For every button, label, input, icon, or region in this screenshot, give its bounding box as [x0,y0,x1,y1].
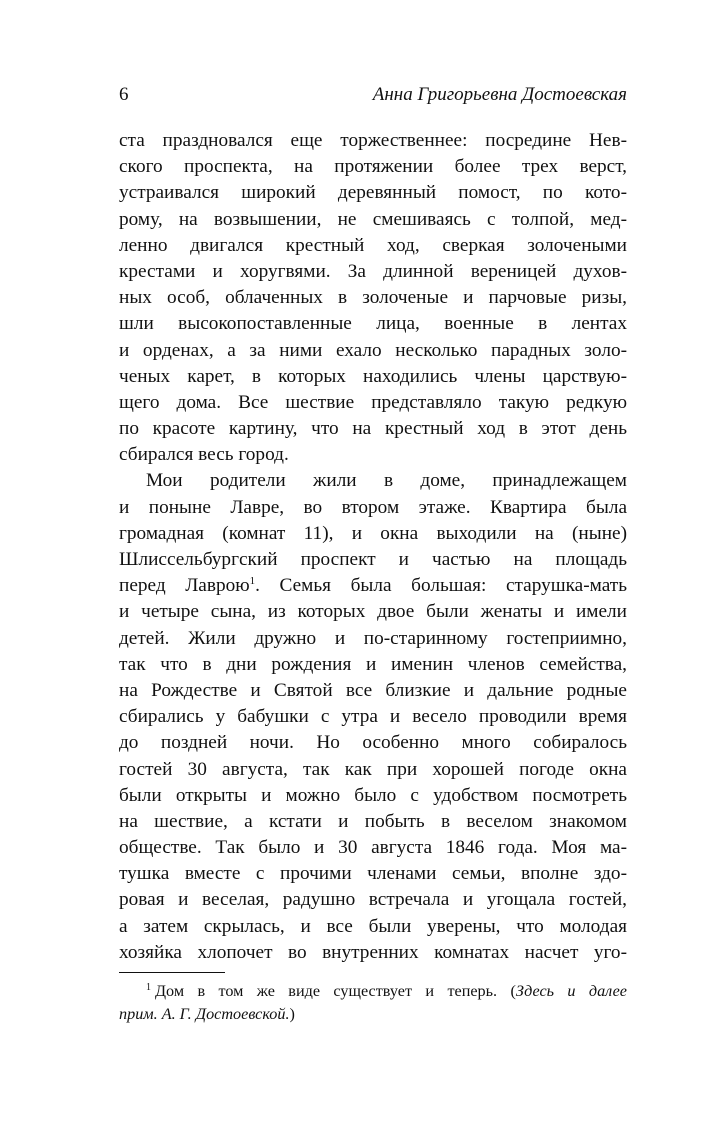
book-page [119,84,627,1023]
text-line-31: а затем скрылась, и все были уверены, что молодая [119,915,627,937]
text-line-17: Шлиссельбургский проспект и частью на площадь [119,549,627,570]
text-line-22: на Рождестве и Святой все близкие и дальние родные [119,679,627,701]
text-line-32: хозяйка хлопочет во внутренних комнатах насчет уго- [119,941,627,963]
text-line-26: были открыты и можно было с удобством посмотреть [119,784,627,806]
text-line-18 [119,573,627,599]
text-line-29: тушка вместе с прочими членами семьи, вполне здо- [119,863,627,885]
footnote-line-2 [119,1003,627,1026]
text-line-1: ста праздновался еще торжественнее: посредине Нев- [119,130,627,151]
text-line-20: детей. Жили дружно и по-старинному гостеприимно, [119,627,627,649]
text-line-28: обществе. Так было и 30 августа 1846 года. Моя ма- [119,837,627,859]
footnote-marker: 1 [146,982,151,993]
text-line-19: и четыре сына, из которых двое были женаты и имели [119,601,627,623]
footnote-italic-1: Здесь и далее [515,982,627,1000]
footnote-closing: ) [289,1004,295,1023]
footnote [119,980,627,1025]
text-line-18-start: перед Лаврою [119,575,250,597]
text-line-8: шли высокопоставленные лица, военные в лентах [119,313,627,335]
text-line-21: так что в дни рождения и именин членов семейства, [119,653,627,675]
footnote-line-1 [119,980,627,1003]
text-line-25: гостей 30 августа, так как при хорошей погоде окна [119,758,627,780]
page-number: 6 [119,84,129,105]
text-line-4: рому, на возвышении, не смешиваясь с толпой, мед- [119,208,627,230]
text-line-6: крестами и хоругвями. За длинной вереницей духов- [119,260,627,282]
text-line-18-end: . Семья была большая: старушка-мать [255,575,627,597]
text-line-27: на шествие, а кстати и побыть в веселом знакомом [119,810,627,832]
text-line-12: по красоте картину, что на крестный ход в этот день [119,418,627,440]
running-head [119,84,627,114]
text-line-23: сбирались у бабушки с утра и весело проводили время [119,706,627,728]
text-line-24: до поздней ночи. Но особенно много собиралось [119,732,627,754]
text-line-30: ровая и веселая, радушно встречала и угощала гостей, [119,889,627,911]
footnote-text: Дом в том же виде существует и теперь. ( [155,982,516,1000]
running-title: Анна Григорьевна Достоевская [372,84,627,105]
text-line-16: громадная (комнат 11), и окна выходили на (ныне) [119,522,627,544]
text-line-14: Мои родители жили в доме, принадлежащем [146,470,627,492]
text-line-15: и поныне Лавре, во втором этаже. Квартира была [119,496,627,518]
text-line-13: сбирался весь город. [119,444,289,466]
text-line-11: щего дома. Все шествие представляло такую редкую [119,391,627,413]
text-line-3: устраивался широкий деревянный помост, по кото- [119,182,627,204]
footnote-divider [119,972,225,973]
footnote-italic-2: прим. А. Г. Достоевской. [119,1004,290,1023]
text-line-5: ленно двигался крестный ход, сверкая золочеными [119,234,627,256]
text-line-7: ных особ, облаченных в золоченые и парчовые ризы, [119,287,627,309]
text-line-10: ченых карет, в которых находились члены царствую- [119,365,627,387]
text-line-9: и орденах, а за ними ехало несколько парадных золо- [119,339,627,361]
body-text [119,128,627,966]
footnote-reference: 1 [249,575,256,588]
text-line-2: ского проспекта, на протяжении более трех верст, [119,156,627,178]
